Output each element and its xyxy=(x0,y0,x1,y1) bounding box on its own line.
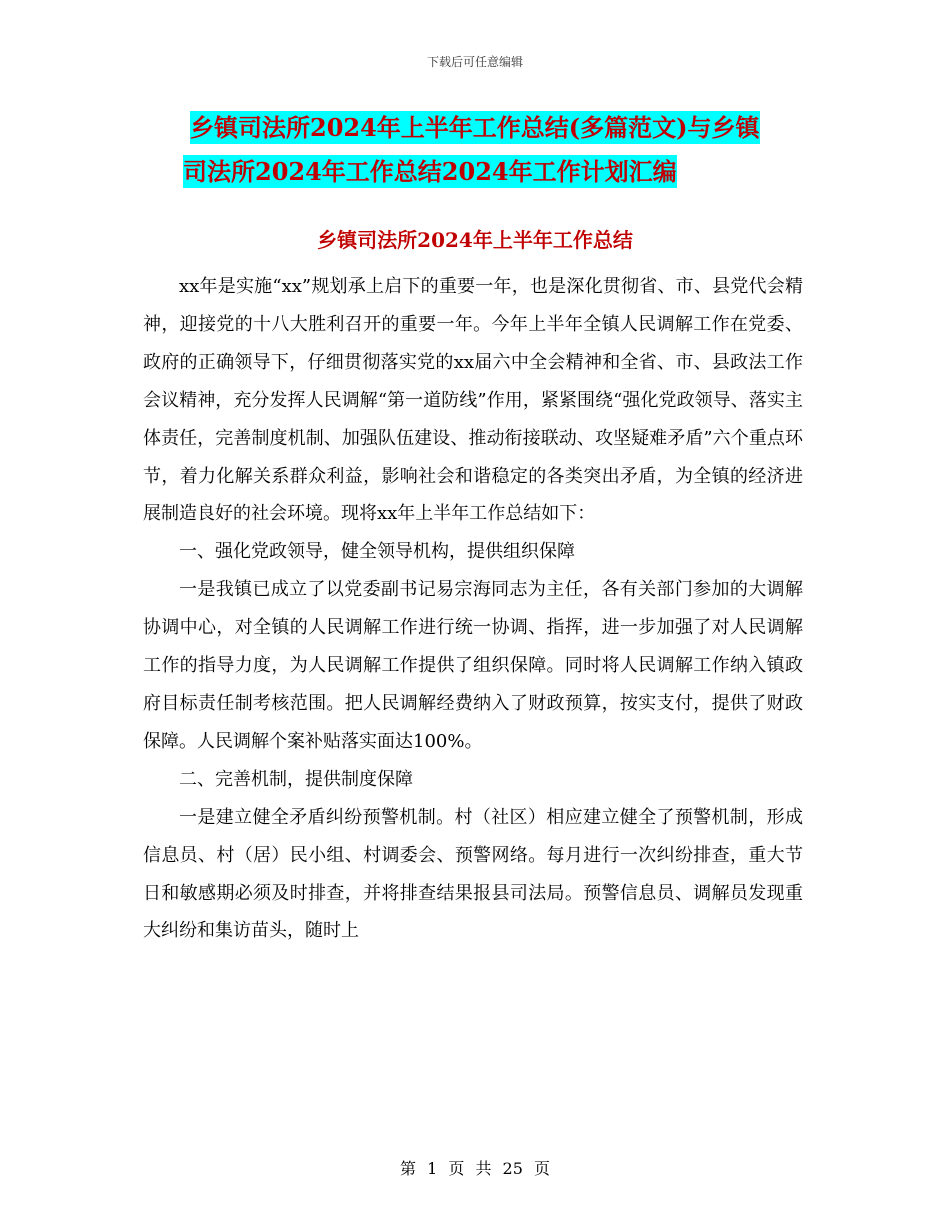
page-number: 第 1 页 共 25 页 xyxy=(400,1159,550,1178)
document-title-line-1 xyxy=(0,113,950,142)
document-title-text-2: 司法所2024年工作总结2024年工作计划汇编 xyxy=(183,157,677,186)
heading-1: 一、强化党政领导，健全领导机构，提供组织保障 xyxy=(179,541,575,563)
heading-2: 二、完善机制，提供制度保障 xyxy=(179,768,413,790)
document-title-line-2 xyxy=(0,157,950,186)
header-note: 下载后可任意编辑 xyxy=(426,55,523,69)
document-title-text-1: 乡镇司法所2024年上半年工作总结(多篇范文)与乡镇 xyxy=(190,113,760,142)
paragraph-2: 一是建立健全矛盾纠纷预警机制。村（社区）相应建立健全了预警机制，形成信息员、村（居）民小组、村调委会、预警网络。每月进行一次纠纷排查，重大节日和敏感期必须及时排查，并将排查结果报县司法局。预警信息员、调解员发现重大纠纷和集访苗头，随时上 xyxy=(143,806,803,942)
section-title: 乡镇司法所2024年上半年工作总结 xyxy=(317,228,633,252)
document-body xyxy=(143,268,803,950)
paragraph-intro: xx年是实施“xx”规划承上启下的重要一年，也是深化贯彻省、市、县党代会精神，迎接党的十八大胜利召开的重要一年。今年上半年全镇人民调解工作在党委、政府的正确领导下，仔细贯彻落实党的xx届六中全会精神和全省、市、县政法工作会议精神，充分发挥人民调解“第一道防线”作用，紧紧围绕“强化党政领导、落实主体责任，完善制度机制、加强队伍建设、推动衔接联动、攻坚疑难矛盾”六个重点环节，着力化解关系群众利益，影响社会和谐稳定的各类突出矛盾，为全镇的经济进展制造良好的社会环境。现将xx年上半年工作总结如下： xyxy=(143,276,803,525)
paragraph-1: 一是我镇已成立了以党委副书记易宗海同志为主任，各有关部门参加的大调解协调中心，对全镇的人民调解工作进行统一协调、指挥，进一步加强了对人民调解工作的指导力度，为人民调解工作提供了组织保障。同时将人民调解工作纳入镇政府目标责任制考核范围。把人民调解经费纳入了财政预算，按实支付，提供了财政保障。人民调解个案补贴落实面达100%。 xyxy=(143,579,803,752)
